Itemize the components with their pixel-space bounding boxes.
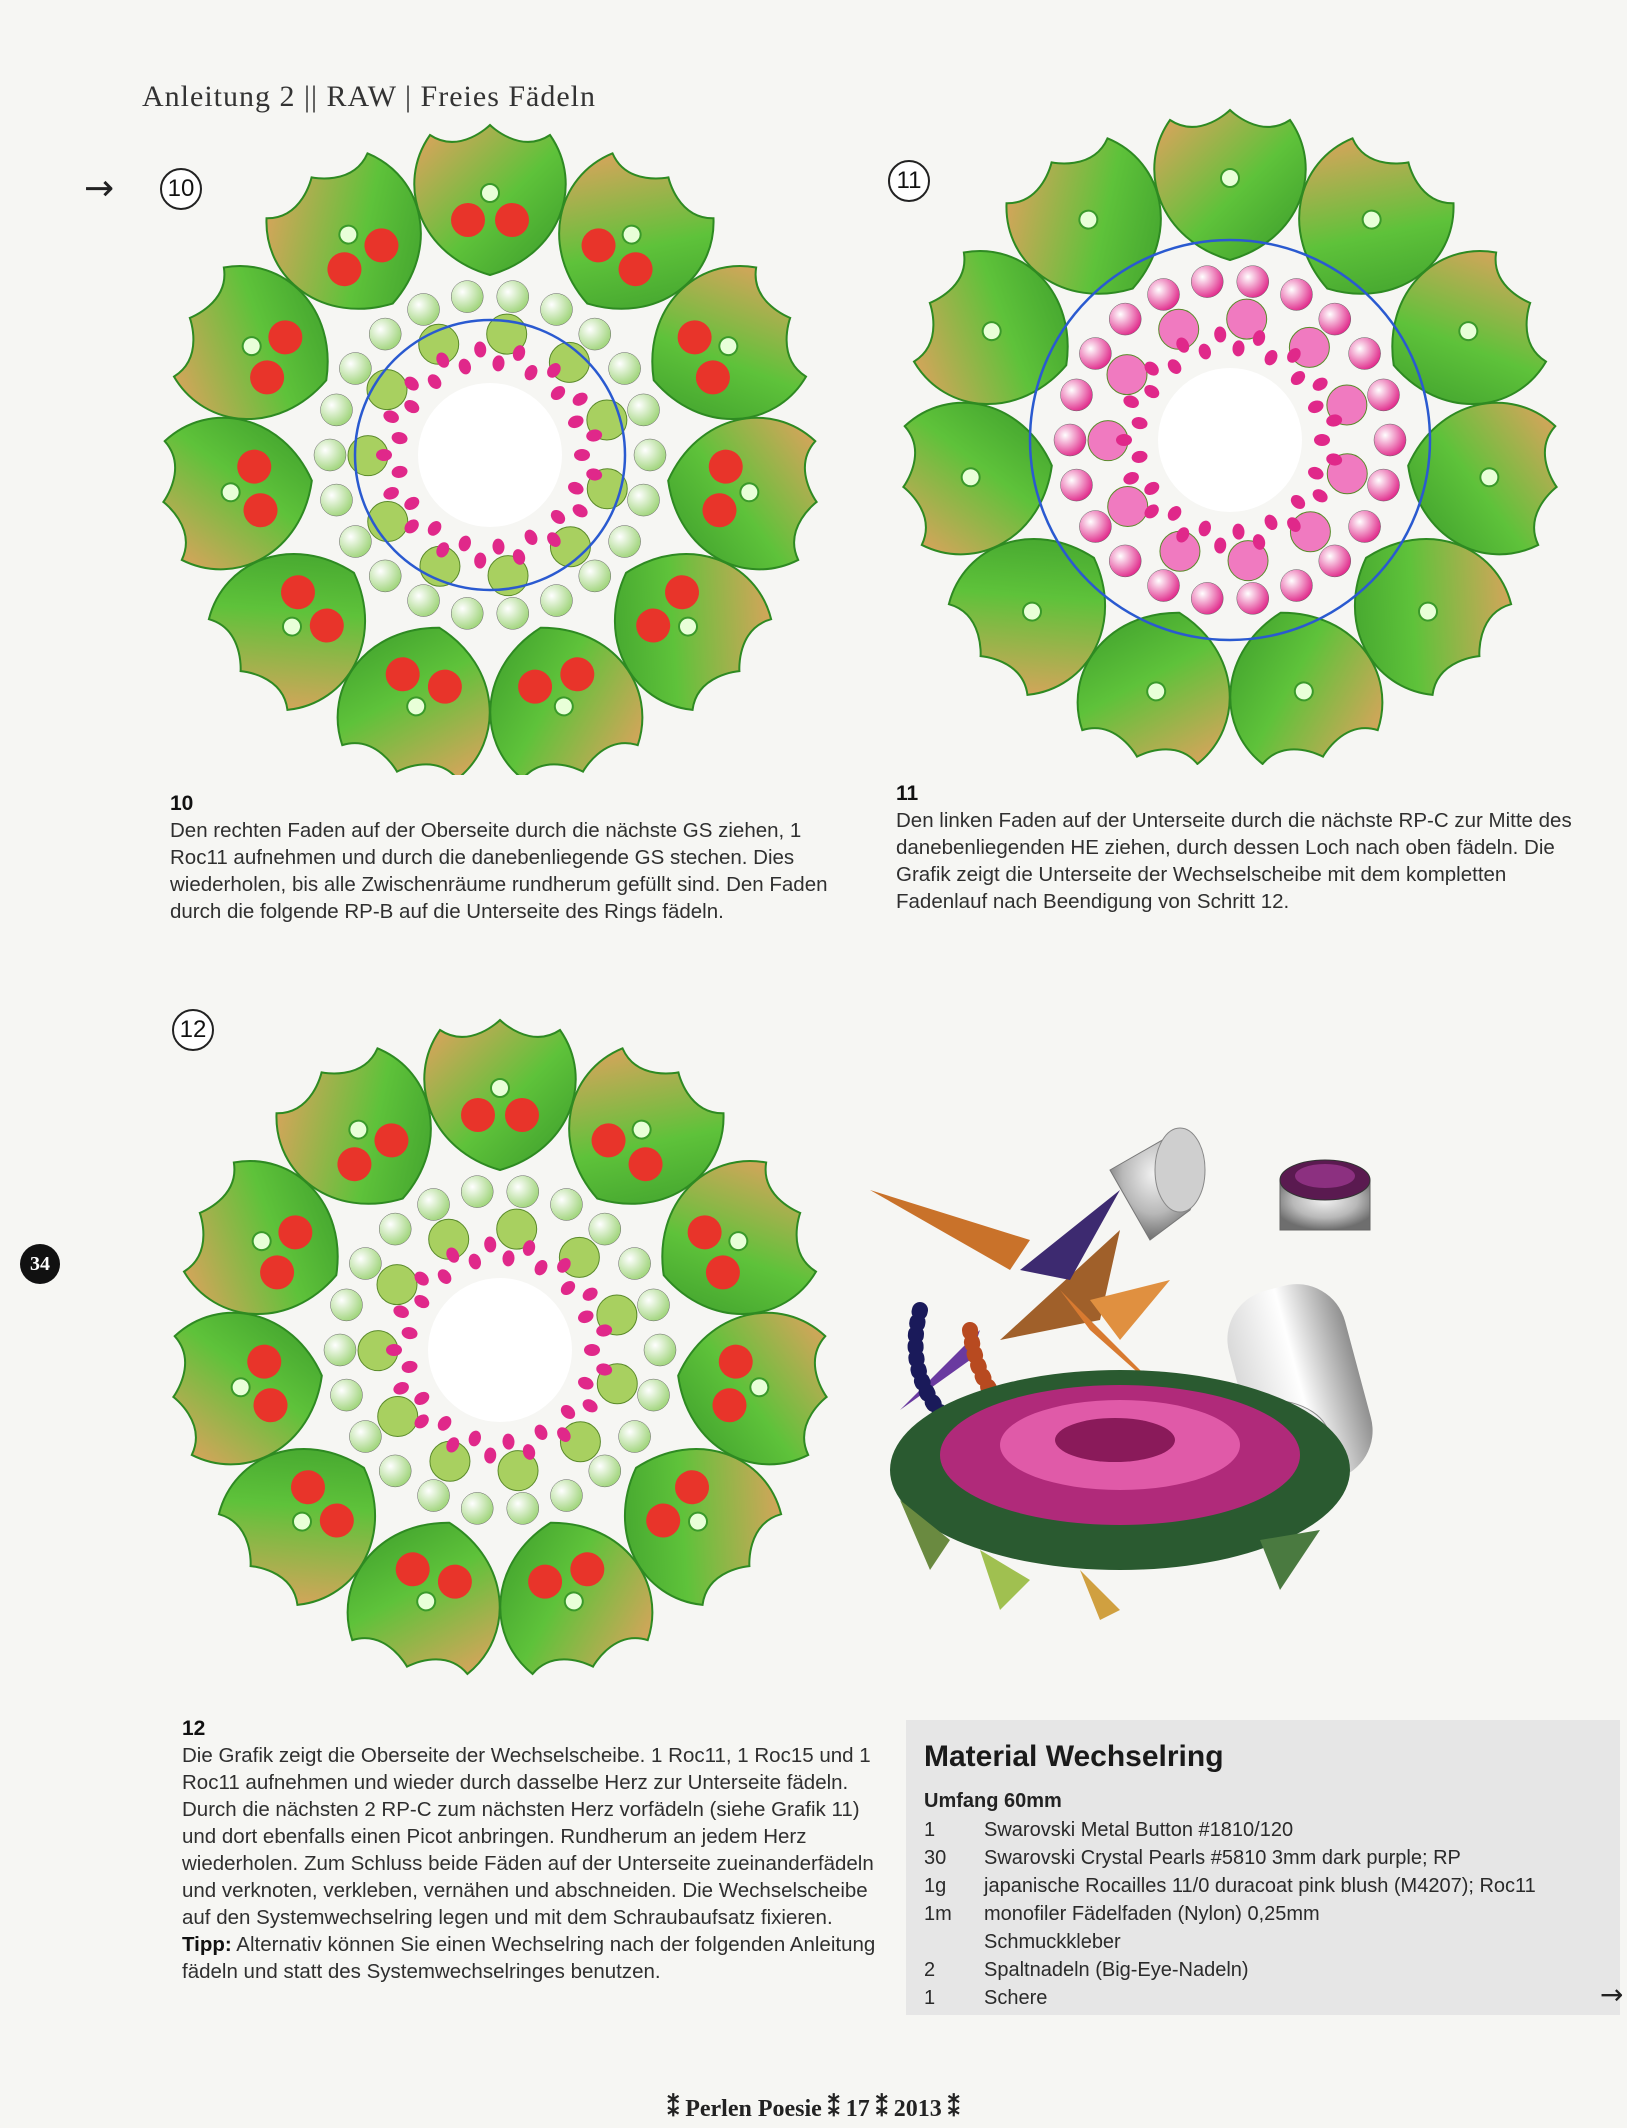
pearl (1108, 487, 1148, 527)
seed-bead (401, 1360, 419, 1375)
rings-photo (860, 1110, 1600, 1710)
pearl (349, 1247, 381, 1279)
pearl (579, 318, 611, 350)
step-11-caption (896, 780, 1596, 915)
material-text: Swarovski Crystal Pearls #5810 3mm dark purple; RP (984, 1847, 1461, 1869)
seed-bead (467, 1252, 483, 1271)
pearl (589, 1213, 621, 1245)
material-title: Material Wechselring (924, 1740, 1224, 1773)
seed-bead (492, 355, 505, 372)
seed-bead (1214, 537, 1227, 554)
seed-bead (1262, 348, 1280, 368)
material-size: Umfang 60mm (924, 1790, 1062, 1812)
seed-bead (376, 449, 392, 461)
seed-bead (1262, 513, 1280, 533)
pearl (1237, 266, 1269, 298)
step-12-caption (182, 1715, 882, 1985)
seed-bead (391, 465, 409, 480)
pearl (408, 585, 440, 617)
seed-bead (474, 552, 487, 569)
step-10-caption (170, 790, 860, 925)
seed-bead (402, 397, 422, 416)
material-qty: 1 (924, 1987, 936, 2009)
pearl (1280, 570, 1312, 602)
seed-bead (522, 363, 540, 383)
seed-bead (1288, 492, 1308, 512)
pearl (1148, 570, 1180, 602)
seed-bead (425, 518, 444, 538)
seed-bead (425, 372, 444, 392)
pearl (634, 439, 666, 471)
material-text: Schere (984, 1987, 1048, 2009)
pearl (644, 1334, 676, 1366)
step-10-badge: 10 (160, 168, 202, 210)
pearl (550, 1188, 582, 1220)
step-10-diagram (130, 115, 850, 775)
material-qty: 1m (924, 1903, 952, 1925)
seed-bead (570, 501, 590, 520)
seed-bead (401, 1326, 419, 1341)
material-item (924, 1872, 1614, 1900)
pearl (1349, 511, 1381, 543)
material-list (924, 1816, 1614, 2012)
pearl (638, 1379, 670, 1411)
pearl (418, 1480, 450, 1512)
seed-bead (1165, 503, 1184, 523)
pearl (589, 1455, 621, 1487)
step-12-badge: 12 (172, 1009, 214, 1051)
material-item (924, 1984, 1614, 2012)
material-item (924, 1844, 1614, 1872)
pearl (1368, 379, 1400, 411)
tip-label: Tipp: (182, 1933, 232, 1956)
seed-bead (1214, 326, 1227, 343)
pearl (1054, 424, 1086, 456)
seed-bead (467, 1429, 483, 1448)
pearl (638, 1289, 670, 1321)
pearl (349, 1421, 381, 1453)
material-item (924, 1900, 1614, 1928)
step-10-number: 10 (170, 792, 194, 815)
seed-bead (1122, 470, 1141, 487)
pearl (1319, 303, 1351, 335)
seed-bead (392, 1303, 411, 1320)
leaf (1154, 110, 1305, 260)
pearl (619, 1421, 651, 1453)
pearl (540, 293, 572, 325)
leaf (657, 406, 827, 577)
seed-bead (457, 534, 473, 553)
pearl (1079, 511, 1111, 543)
material-item (924, 1956, 1614, 1984)
seed-bead (382, 408, 401, 425)
seed-bead (391, 431, 409, 446)
tip-text: Alternativ können Sie einen Wechselring nach der folgenden Anleitung fädeln und statt des Systemwechselringes benutzen. (182, 1933, 876, 1983)
pearl (320, 394, 352, 426)
pearl (378, 1397, 418, 1437)
pearl (330, 1379, 362, 1411)
pearl (1079, 337, 1111, 369)
center-hole (418, 383, 562, 527)
material-box (906, 1720, 1620, 2015)
seed-bead (386, 1344, 402, 1356)
material-text: japanische Rocailles 11/0 duracoat pink blush (M4207); Roc11 (984, 1875, 1536, 1897)
pearl (461, 1492, 493, 1524)
seed-bead (576, 1308, 595, 1325)
seed-bead (1310, 486, 1330, 505)
pearl (1349, 337, 1381, 369)
leaf (424, 1020, 575, 1170)
pearl (1060, 379, 1092, 411)
pearl (324, 1334, 356, 1366)
seed-bead (484, 1236, 497, 1253)
seed-bead (1314, 434, 1330, 446)
pearl (628, 394, 660, 426)
seed-bead (574, 449, 590, 461)
seed-bead (522, 528, 540, 548)
seed-bead (1165, 357, 1184, 377)
pearl (1191, 582, 1223, 614)
pearl (497, 597, 529, 629)
seed-bead (1288, 368, 1308, 388)
center-hole (1158, 368, 1302, 512)
pearl (379, 1213, 411, 1245)
pearl (320, 484, 352, 516)
pearl (377, 1265, 417, 1305)
material-qty: 2 (924, 1959, 936, 1981)
pearl (1280, 278, 1312, 310)
step-11-badge: 11 (888, 160, 930, 202)
material-text: Schmuckkleber (984, 1931, 1121, 1953)
pearl (1060, 469, 1092, 501)
seed-bead (502, 1433, 515, 1450)
pearl (550, 1480, 582, 1512)
page-header: Anleitung 2 || RAW | Freies Fädeln (142, 80, 597, 113)
pearl (619, 1247, 651, 1279)
seed-bead (492, 538, 505, 555)
pearl (609, 526, 641, 558)
seed-bead (1122, 393, 1141, 410)
page-footer: ⁑ Perlen Poesie ⁑ 17 ⁑ 2013 ⁑ (667, 2096, 960, 2122)
step-11-text: Den linken Faden auf der Unterseite durch die nächste RP-C zur Mitte des danebenliegenden HE ziehen, durch dessen Loch nach oben fädeln. Die Grafik zeigt die Unterseite der Wechselscheibe mit dem kompletten Fadenlauf nach Beendigung von Schritt 12. (896, 809, 1572, 913)
material-qty: 1g (924, 1875, 947, 1897)
pearl (1191, 266, 1223, 298)
step-11-diagram (900, 105, 1600, 765)
seed-bead (1232, 523, 1245, 540)
seed-bead (457, 357, 473, 376)
material-qty: 30 (924, 1847, 947, 1869)
next-page-arrow-icon: → (1600, 1978, 1624, 2011)
pearl (497, 281, 529, 313)
page-number-badge: 34 (20, 1244, 60, 1284)
arrow-icon: → (84, 168, 115, 209)
center-hole (428, 1278, 572, 1422)
material-qty (924, 1928, 984, 1956)
pearl (1109, 303, 1141, 335)
leaf (414, 125, 565, 275)
seed-bead (570, 390, 590, 409)
material-text: Spaltnadeln (Big-Eye-Nadeln) (984, 1959, 1249, 1981)
leaf (900, 391, 1063, 562)
pearl (1107, 355, 1147, 395)
leaf (667, 1301, 837, 1472)
seed-bead (566, 413, 585, 430)
pearl (1319, 545, 1351, 577)
seed-bead (576, 1375, 595, 1392)
pearl (379, 1455, 411, 1487)
pearl (609, 352, 641, 384)
step-12-number: 12 (182, 1717, 206, 1740)
pearl (1237, 582, 1269, 614)
step-10-text: Den rechten Faden auf der Oberseite durch die nächste GS ziehen, 1 Roc11 aufnehmen und durch die danebenliegende GS stechen. Dies wiederholen, bis alle Zwischenräume rundherum gefüllt sind. Den Faden durch die folgende RP-B auf die Unterseite des Rings fädeln. (170, 819, 828, 923)
pearl (628, 484, 660, 516)
step-11-number: 11 (896, 782, 919, 805)
pearl (507, 1176, 539, 1208)
leaf (1397, 391, 1567, 562)
pearl (314, 439, 346, 471)
pearl (1368, 469, 1400, 501)
material-item (924, 1928, 1614, 1956)
seed-bead (402, 494, 422, 513)
step-12-text: Die Grafik zeigt die Oberseite der Wechselscheibe. 1 Roc11, 1 Roc15 und 1 Roc11 aufnehmen und wieder durch dasselbe Herz zur Unterseite fädeln. Durch die nächsten 2 RP-C zum nächsten Herz vorfädeln (siehe Grafik 11) und dort ebenfalls einen Picot anbringen. Rundherum an jedem Herz wiederholen. Zum Schluss beide Fäden auf der Unterseite zueinanderfädeln und verknoten, verkleben, vernähen und abschneiden. Die Wechselscheibe auf den Systemwechselring legen und mit dem Schraubaufsatz fixieren. (182, 1744, 874, 1929)
pearl (408, 293, 440, 325)
seed-bead (1197, 519, 1213, 538)
pearl (418, 1188, 450, 1220)
seed-bead (1131, 450, 1149, 465)
seed-bead (558, 1278, 578, 1298)
material-text: Swarovski Metal Button #1810/120 (984, 1819, 1294, 1841)
pearl (451, 281, 483, 313)
seed-bead (1232, 340, 1245, 357)
pearl (1374, 424, 1406, 456)
pearl (339, 352, 371, 384)
leaf (163, 1301, 333, 1472)
pearl (1109, 545, 1141, 577)
seed-bead (382, 485, 401, 502)
seed-bead (1306, 465, 1325, 482)
pearl (461, 1176, 493, 1208)
seed-bead (474, 341, 487, 358)
seed-bead (435, 1413, 454, 1433)
pearl (507, 1492, 539, 1524)
seed-bead (502, 1250, 515, 1267)
seed-bead (1142, 479, 1162, 498)
seed-bead (435, 1267, 454, 1287)
material-text: monofiler Fädelfaden (Nylon) 0,25mm (984, 1903, 1320, 1925)
pearl (1148, 278, 1180, 310)
seed-bead (1310, 375, 1330, 394)
seed-bead (1306, 398, 1325, 415)
seed-bead (566, 480, 585, 497)
seed-bead (558, 1402, 578, 1422)
seed-bead (484, 1447, 497, 1464)
seed-bead (584, 1344, 600, 1356)
seed-bead (1197, 342, 1213, 361)
seed-bead (1131, 416, 1149, 431)
seed-bead (580, 1396, 600, 1415)
seed-bead (532, 1258, 550, 1278)
seed-bead (412, 1389, 432, 1408)
seed-bead (1116, 434, 1132, 446)
seed-bead (548, 383, 568, 403)
seed-bead (532, 1423, 550, 1443)
leaf (153, 406, 323, 577)
seed-bead (412, 1292, 432, 1311)
seed-bead (548, 507, 568, 527)
material-item (924, 1816, 1614, 1844)
pearl (369, 560, 401, 592)
seed-bead (580, 1285, 600, 1304)
pearl (451, 597, 483, 629)
pearl (330, 1289, 362, 1321)
seed-bead (1142, 382, 1162, 401)
pearl (339, 526, 371, 558)
pearl (369, 318, 401, 350)
pearl (540, 585, 572, 617)
material-qty: 1 (924, 1819, 936, 1841)
seed-bead (392, 1380, 411, 1397)
step-12-diagram (140, 1000, 860, 1700)
pearl (579, 560, 611, 592)
